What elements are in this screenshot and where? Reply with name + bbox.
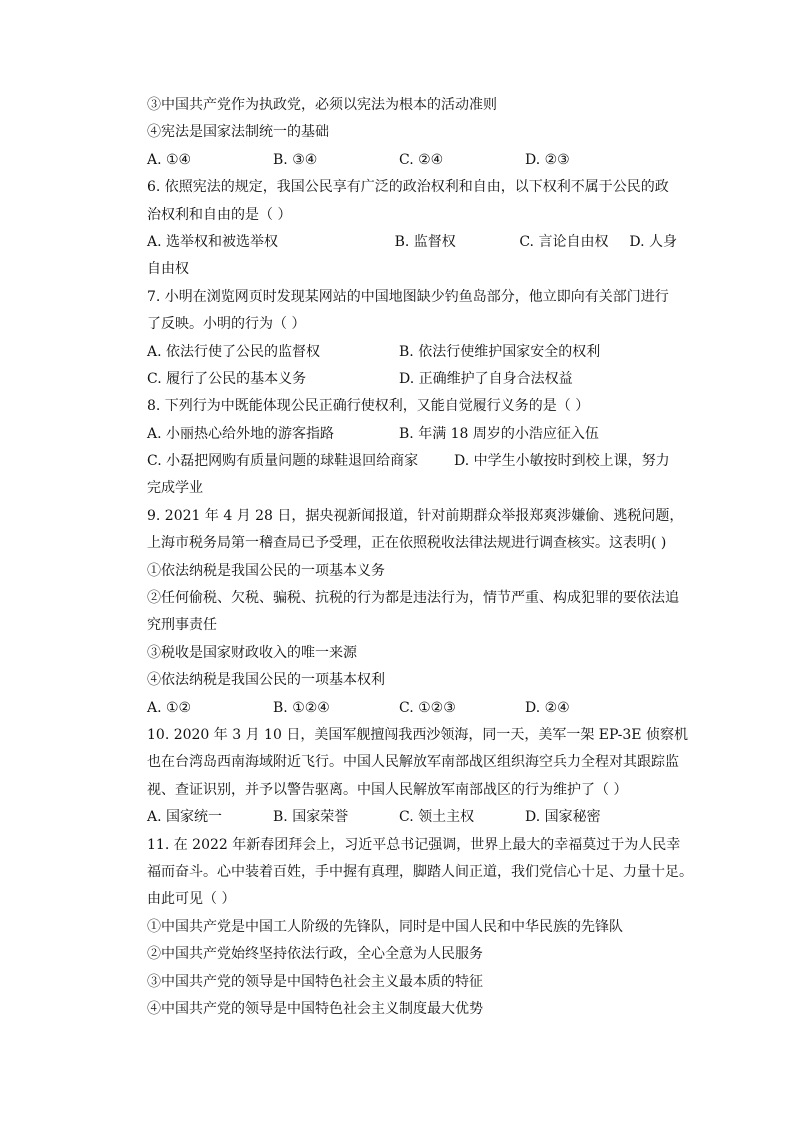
q7-options-row2 <box>147 366 677 393</box>
q9-options <box>147 695 677 722</box>
q7-option-b: B. 依法行使维护国家安全的权利 <box>399 343 601 360</box>
q9-option-a: A. ①② <box>147 699 192 716</box>
q6-option-c: C. 言论自由权 <box>519 233 609 250</box>
q7-options-row1 <box>147 339 677 366</box>
q5-option-b: B. ③④ <box>273 151 318 168</box>
q11-stem-line2: 福而奋斗。心中装着百姓，手中握有真理，脚踏人间正道，我们党信心十足、力量十足。 <box>147 863 693 880</box>
q10-stem-line1: 10. 2020 年 3 月 10 日，美国军舰擅闯我西沙领海，同一天，美军一架 EP-3E 侦察机 <box>147 726 688 743</box>
q5-option-d: D. ②③ <box>525 151 570 168</box>
q10-options <box>147 804 677 831</box>
q7-option-d: D. 正确维护了自身合法权益 <box>399 370 573 387</box>
q8-option-d-continued: 完成学业 <box>147 480 203 497</box>
q9-option-c: C. ①②③ <box>399 699 456 716</box>
q11-statement-2: ②中国共产党始终坚持依法行政，全心全意为人民服务 <box>147 946 483 963</box>
q9-option-d: D. ②④ <box>525 699 570 716</box>
q7-stem-line1: 7. 小明在浏览网页时发现某网站的中国地图缺少钓鱼岛部分，他立即向有关部门进行 <box>147 288 669 305</box>
q8-option-d: D. 中学生小敏按时到校上课，努力 <box>454 453 670 470</box>
q7-option-c: C. 履行了公民的基本义务 <box>147 370 307 387</box>
q11-statement-4: ④中国共产党的领导是中国特色社会主义制度最大优势 <box>147 1000 483 1017</box>
q8-options-row2 <box>147 448 677 475</box>
q6-stem-line2: 治权利和自由的是（ ） <box>147 206 292 223</box>
q11-stem-line1: 11. 在 2022 年新春团拜会上，习近平总书记强调，世界上最大的幸福莫过于为人民幸 <box>147 836 681 853</box>
q5-option-a: A. ①④ <box>147 151 192 168</box>
q8-options-row1 <box>147 421 677 448</box>
q11-statement-1: ①中国共产党是中国工人阶级的先锋队，同时是中国人民和中华民族的先锋队 <box>147 918 623 935</box>
q6-stem-line1: 6. 依照宪法的规定，我国公民享有广泛的政治权利和自由，以下权利不属于公民的政 <box>147 179 669 196</box>
q8-option-c: C. 小磊把网购有质量问题的球鞋退回给商家 <box>147 453 419 470</box>
q11-stem-line3: 由此可见（ ） <box>147 891 236 908</box>
q8-stem: 8. 下列行为中既能体现公民正确行使权利，又能自觉履行义务的是（ ） <box>147 398 590 415</box>
q6-options <box>147 229 677 256</box>
q9-option-b: B. ①②④ <box>273 699 330 716</box>
q9-statement-1: ①依法纳税是我国公民的一项基本义务 <box>147 562 385 579</box>
q9-stem-line1: 9. 2021 年 4 月 28 日，据央视新闻报道，针对前期群众举报郑爽涉嫌偷、逃税问题， <box>147 507 684 524</box>
q6-option-a: A. 选举权和被选举权 <box>147 233 279 250</box>
q10-option-d: D. 国家秘密 <box>525 809 601 826</box>
q6-option-d: D. 人身 <box>629 233 677 250</box>
q11-statement-3: ③中国共产党的领导是中国特色社会主义最本质的特征 <box>147 973 483 990</box>
q6-option-d-continued: 自由权 <box>147 261 189 278</box>
q10-option-c: C. 领土主权 <box>399 809 475 826</box>
q9-statement-2-line1: ②任何偷税、欠税、骗税、抗税的行为都是违法行为，情节严重、构成犯罪的要依法追 <box>147 590 679 607</box>
q9-stem-line2: 上海市税务局第一稽查局已予受理，正在依照税收法律法规进行调查核实。这表明( ) <box>147 535 667 552</box>
q10-option-a: A. 国家统一 <box>147 809 223 826</box>
q10-stem-line3: 视、查证识别，并予以警告驱离。中国人民解放军南部战区的行为维护了（ ） <box>147 781 628 798</box>
q8-option-a: A. 小丽热心给外地的游客指路 <box>147 425 335 442</box>
q10-option-b: B. 国家荣誉 <box>273 809 349 826</box>
q6-option-b: B. 监督权 <box>394 233 456 250</box>
q8-option-b: B. 年满 18 周岁的小浩应征入伍 <box>399 425 599 442</box>
q7-stem-line2: 了反映。小明的行为（ ） <box>147 316 306 333</box>
q5-option-c: C. ②④ <box>399 151 444 168</box>
q10-stem-line2: 也在台湾岛西南海域附近飞行。中国人民解放军南部战区组织海空兵力全程对其跟踪监 <box>147 754 679 771</box>
q9-statement-4: ④依法纳税是我国公民的一项基本权利 <box>147 672 385 689</box>
q7-option-a: A. 依法行使了公民的监督权 <box>147 343 321 360</box>
statement-4: ④宪法是国家法制统一的基础 <box>147 124 329 141</box>
q5-options <box>147 147 677 174</box>
q9-statement-2-line2: 究刑事责任 <box>147 617 217 634</box>
page-content <box>147 92 693 1023</box>
statement-3: ③中国共产党作为执政党，必须以宪法为根本的活动准则 <box>147 97 497 113</box>
q9-statement-3: ③税收是国家财政收入的唯一来源 <box>147 644 357 661</box>
